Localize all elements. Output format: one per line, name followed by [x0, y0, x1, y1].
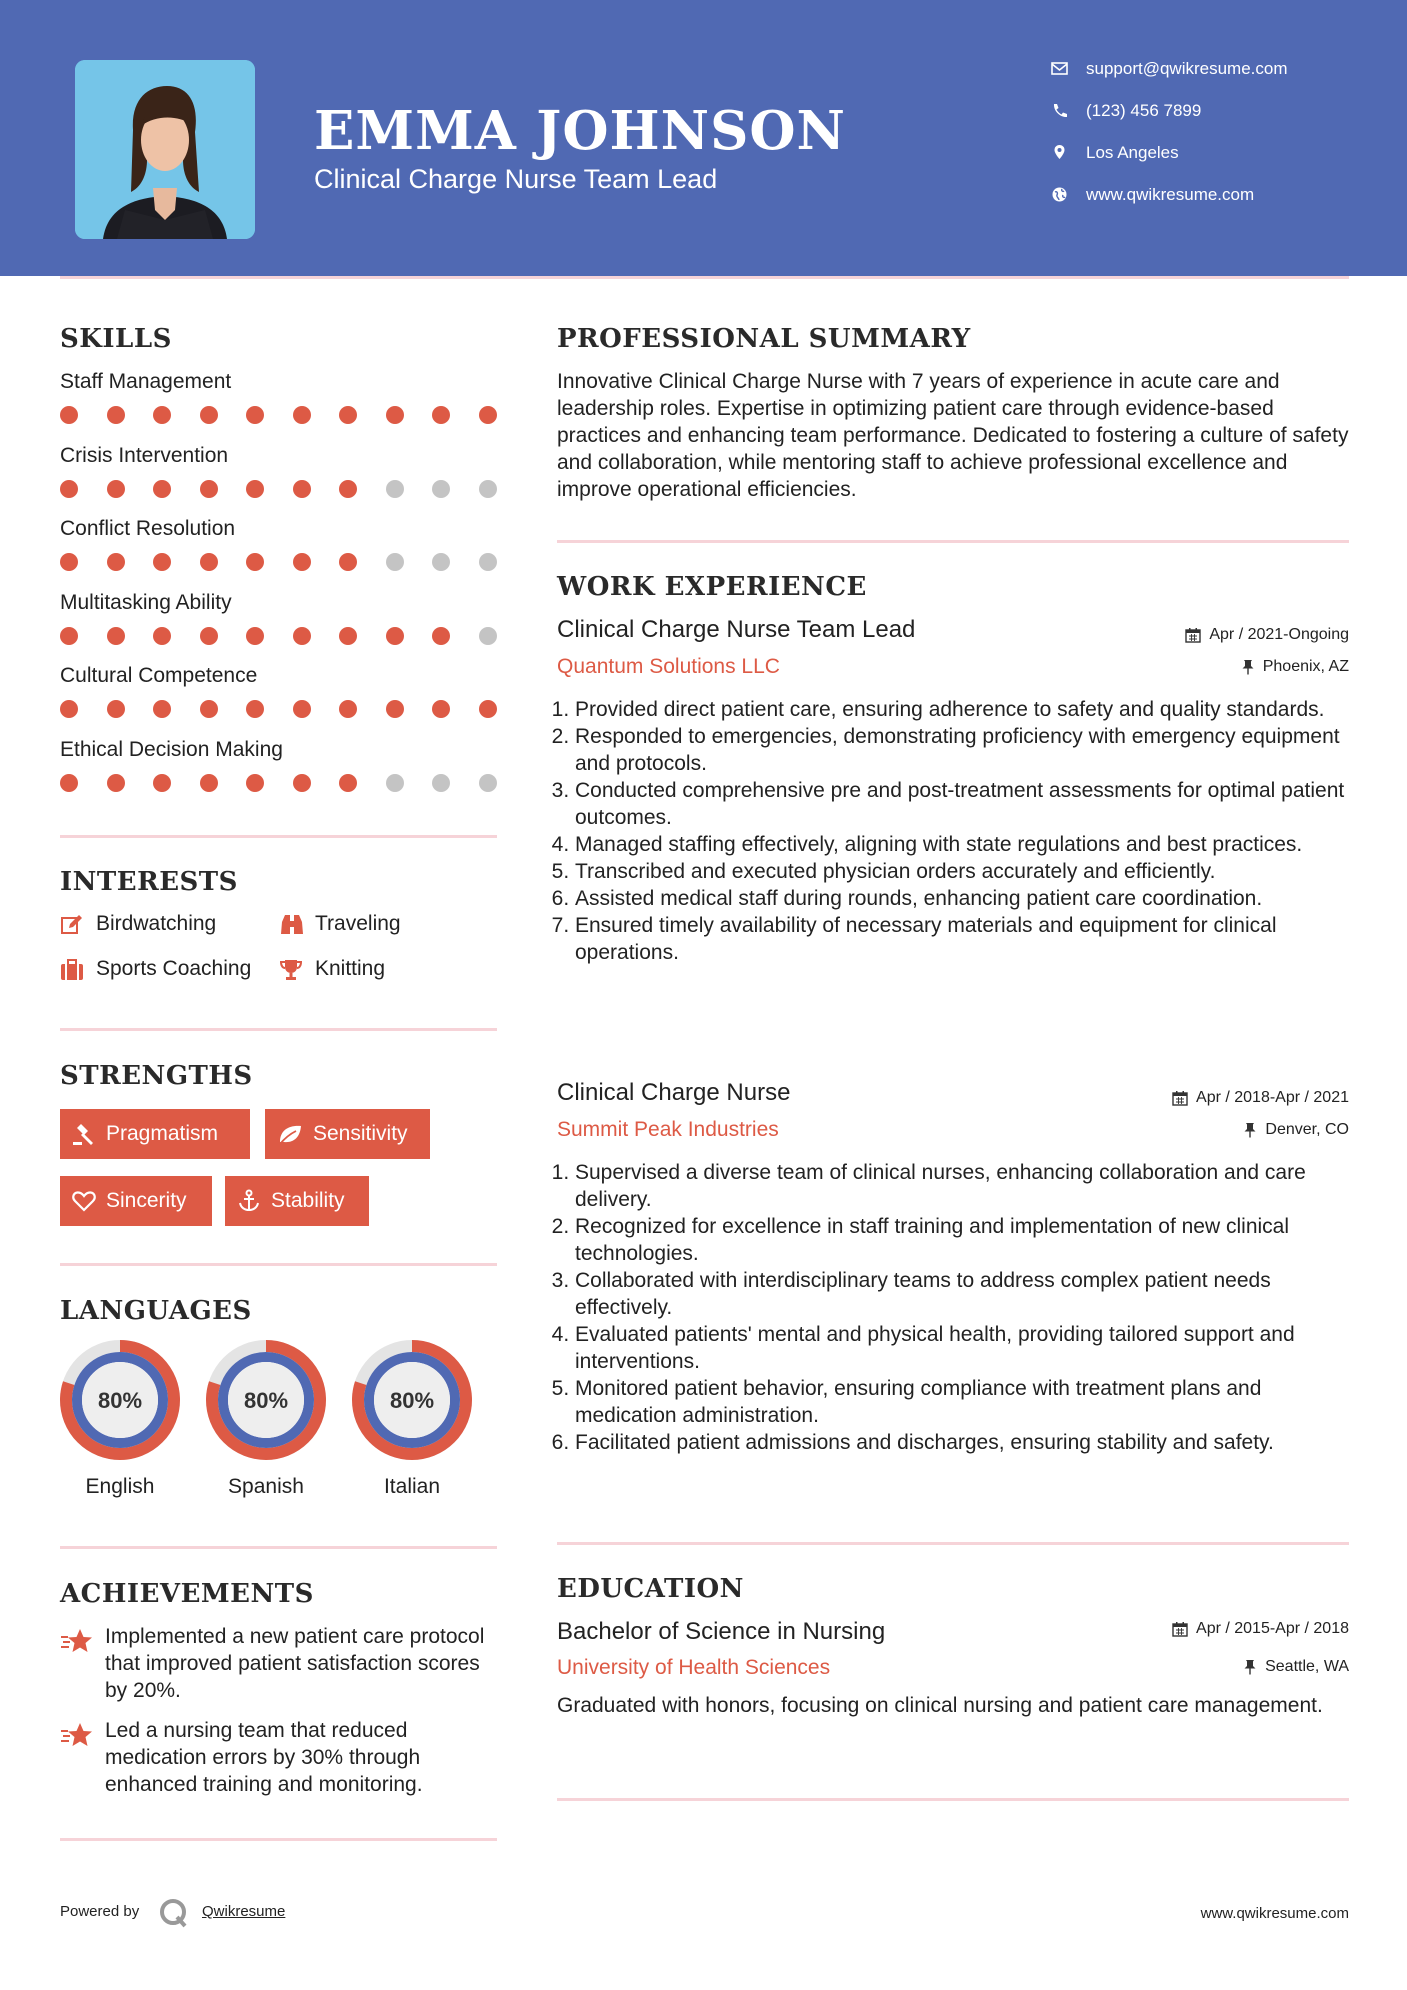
rating-dot-filled [107, 627, 125, 645]
rating-dot-filled [60, 480, 78, 498]
rating-dot-filled [339, 406, 357, 424]
rating-dot-empty [479, 627, 497, 645]
rating-dot-filled [479, 700, 497, 718]
pushpin-icon [1243, 1659, 1257, 1675]
skill-rating [60, 627, 500, 647]
language-percent: 80% [389, 1388, 435, 1413]
strengths-heading: STRENGTHS [60, 1061, 253, 1091]
language-donut [204, 1338, 328, 1462]
achievement-item [60, 1717, 500, 1807]
duty-item: 5. Monitored patient behavior, ensuring compliance with treatment plans and medication administration. [575, 1375, 1349, 1429]
interest-label: Birdwatching [96, 912, 217, 935]
achievement-item [60, 1623, 500, 1713]
languages-divider [60, 1546, 497, 1549]
rating-dot-empty [432, 480, 450, 498]
job-duties [557, 696, 1349, 966]
rating-dot-filled [479, 406, 497, 424]
experience-divider [557, 1542, 1349, 1545]
skill-name: Cultural Competence [60, 664, 258, 687]
phone-icon [1050, 101, 1070, 121]
language-name: English [85, 1475, 155, 1498]
rating-dot-empty [386, 480, 404, 498]
strength-label: Stability [271, 1189, 345, 1212]
rating-dot-filled [432, 406, 450, 424]
candidate-title: Clinical Charge Nurse Team Lead [314, 164, 718, 194]
education-location [1243, 1658, 1349, 1676]
language-percent: 80% [97, 1388, 143, 1413]
education-heading: EDUCATION [557, 1574, 744, 1604]
job-title: Clinical Charge Nurse [557, 1079, 791, 1106]
job-title: Clinical Charge Nurse Team Lead [557, 616, 916, 643]
rating-dot-filled [293, 774, 311, 792]
duty-item: 1. Provided direct patient care, ensuring adherence to safety and quality standards. [575, 696, 1349, 723]
rating-dot-empty [479, 553, 497, 571]
contact-location-text: Los Angeles [1086, 143, 1179, 162]
rating-dot-empty [432, 774, 450, 792]
rating-dot-filled [153, 480, 171, 498]
strength-label: Sensitivity [313, 1122, 408, 1145]
profile-photo [75, 60, 255, 239]
job-dates-text: Apr / 2018-Apr / 2021 [1196, 1089, 1349, 1106]
rating-dot-filled [339, 553, 357, 571]
duty-item: 2. Responded to emergencies, demonstrating proficiency with emergency equipment and protocols. [575, 723, 1349, 777]
school-name: University of Health Sciences [557, 1656, 831, 1679]
interests-heading: INTERESTS [60, 867, 238, 897]
rating-dot-filled [339, 774, 357, 792]
pencil-edit-icon [60, 913, 84, 937]
rating-dot-filled [432, 627, 450, 645]
pushpin-icon [1241, 659, 1255, 675]
calendar-icon [1185, 627, 1201, 643]
rating-dot-filled [339, 627, 357, 645]
rating-dot-filled [107, 700, 125, 718]
footer-website[interactable]: www.qwikresume.com [1200, 1905, 1349, 1922]
rating-dot-filled [153, 700, 171, 718]
job-location-text: Phoenix, AZ [1262, 658, 1349, 675]
language-name: Italian [383, 1475, 441, 1498]
header-divider [60, 276, 1349, 279]
language-ring [350, 1338, 474, 1462]
summary-text: Innovative Clinical Charge Nurse with 7 years of experience in acute care and leadership roles. Expertise in optimizing patient care through evidence-based practices and enhancing team performance. Dedicated to fostering a culture of safety and collaboration, while mentoring staff to achieve professional excellence and improve operational efficiencies. [557, 370, 1349, 501]
rating-dot-filled [60, 700, 78, 718]
rating-dot-filled [60, 406, 78, 424]
binoculars-icon [279, 913, 305, 937]
rating-dot-filled [246, 480, 264, 498]
duty-item: 4. Evaluated patients' mental and physical health, providing tailored support and interventions. [575, 1321, 1349, 1375]
rating-dot-filled [339, 480, 357, 498]
candidate-name: EMMA JOHNSON [314, 100, 846, 162]
rating-dot-filled [200, 480, 218, 498]
skill-rating [60, 553, 500, 573]
strength-badge [60, 1176, 212, 1226]
interest-label: Sports Coaching [96, 957, 252, 980]
heart-icon [72, 1190, 96, 1212]
rating-dot-filled [60, 553, 78, 571]
rating-dot-filled [200, 627, 218, 645]
rating-dot-empty [432, 553, 450, 571]
skill-name: Crisis Intervention [60, 443, 229, 467]
rating-dot-empty [479, 774, 497, 792]
contact-phone-text: (123) 456 7899 [1086, 101, 1202, 120]
job-duties [557, 1159, 1349, 1456]
duty-item: 6. Assisted medical staff during rounds, enhancing patient care coordination. [575, 885, 1349, 912]
rating-dot-filled [200, 774, 218, 792]
experience-heading: WORK EXPERIENCE [557, 572, 867, 602]
skills-heading: SKILLS [60, 324, 172, 354]
anchor-icon [237, 1189, 261, 1213]
globe-icon [1050, 185, 1070, 205]
rating-dot-filled [386, 700, 404, 718]
duty-item: 1. Supervised a diverse team of clinical nurses, enhancing collaboration and care delivery. [575, 1159, 1349, 1213]
rating-dot-filled [293, 553, 311, 571]
rating-dot-filled [107, 553, 125, 571]
duty-item: 3. Conducted comprehensive pre and post-treatment assessments for optimal patient outcomes. [575, 777, 1349, 831]
rating-dot-filled [386, 627, 404, 645]
strength-badge [60, 1109, 250, 1159]
rating-dot-filled [60, 627, 78, 645]
rating-dot-filled [107, 406, 125, 424]
rating-dot-empty [386, 553, 404, 571]
education-divider [557, 1798, 1349, 1801]
pushpin-icon [1243, 1122, 1257, 1138]
contact-email-text: support@qwikresume.com [1086, 59, 1288, 78]
achievement-text: Led a nursing team that reduced medication errors by 30% through enhanced training and monitoring. [105, 1719, 423, 1796]
powered-by-label: Powered by [60, 1903, 140, 1920]
language-donut [58, 1338, 182, 1462]
star-medal-icon [60, 1627, 94, 1655]
person-avatar-icon [75, 60, 255, 239]
briefcase-icon [60, 958, 84, 982]
rating-dot-empty [479, 480, 497, 498]
achievements-heading: ACHIEVEMENTS [60, 1579, 314, 1609]
duty-item: 6. Facilitated patient admissions and discharges, ensuring stability and safety. [575, 1429, 1349, 1456]
rating-dot-filled [153, 406, 171, 424]
skill-rating [60, 700, 500, 720]
rating-dot-filled [200, 406, 218, 424]
star-medal-icon [60, 1721, 94, 1749]
resume-header [0, 0, 1407, 276]
rating-dot-filled [293, 700, 311, 718]
job-dates [1185, 626, 1349, 644]
strengths-divider [60, 1263, 497, 1266]
location-pin-icon [1050, 143, 1070, 163]
rating-dot-filled [153, 627, 171, 645]
rating-dot-filled [107, 774, 125, 792]
interests-divider [60, 1028, 497, 1031]
skill-rating [60, 406, 500, 426]
interest-label: Traveling [315, 912, 401, 935]
qwikresume-link[interactable]: Qwikresume [202, 1903, 286, 1920]
job-location [1243, 1121, 1349, 1139]
duty-item: 2. Recognized for excellence in staff training and implementation of new clinical technologies. [575, 1213, 1349, 1267]
rating-dot-filled [432, 700, 450, 718]
rating-dot-filled [246, 774, 264, 792]
rating-dot-filled [246, 553, 264, 571]
skill-name: Multitasking Ability [60, 590, 232, 614]
achievements-divider [60, 1838, 497, 1841]
degree-title: Bachelor of Science in Nursing [557, 1618, 886, 1645]
job-location [1241, 658, 1349, 676]
rating-dot-filled [293, 406, 311, 424]
summary-heading: PROFESSIONAL SUMMARY [557, 324, 971, 354]
language-ring [204, 1338, 328, 1462]
rating-dot-filled [60, 774, 78, 792]
rating-dot-filled [293, 627, 311, 645]
rating-dot-filled [153, 774, 171, 792]
job-dates-text: Apr / 2021-Ongoing [1209, 626, 1349, 643]
skill-rating [60, 480, 500, 500]
rating-dot-filled [386, 406, 404, 424]
achievement-text: Implemented a new patient care protocol that improved patient satisfaction scores by 20%. [105, 1625, 485, 1702]
education-text: Graduated with honors, focusing on clinical nursing and patient care management. [557, 1694, 1323, 1717]
rating-dot-empty [386, 774, 404, 792]
education-dates [1172, 1620, 1349, 1638]
calendar-icon [1172, 1621, 1188, 1637]
skill-rating [60, 774, 500, 794]
rating-dot-filled [107, 480, 125, 498]
calendar-icon [1172, 1090, 1188, 1106]
language-ring [58, 1338, 182, 1462]
trophy-icon [279, 958, 303, 982]
duty-item: 3. Collaborated with interdisciplinary teams to address complex patient needs effectively. [575, 1267, 1349, 1321]
interest-label: Knitting [315, 957, 386, 980]
rating-dot-filled [200, 553, 218, 571]
education-location-text: Seattle, WA [1265, 1658, 1349, 1675]
rating-dot-filled [339, 700, 357, 718]
strength-badge [225, 1176, 369, 1226]
contact-website-text: www.qwikresume.com [1086, 185, 1255, 204]
rating-dot-filled [293, 480, 311, 498]
rating-dot-filled [246, 627, 264, 645]
duty-item: 4. Managed staffing effectively, aligning with state regulations and best practices. [575, 831, 1349, 858]
qwikresume-logo-icon [158, 1898, 190, 1928]
skill-name: Ethical Decision Making [60, 737, 283, 761]
job-location-text: Denver, CO [1265, 1121, 1349, 1138]
company-name: Quantum Solutions LLC [557, 655, 780, 678]
skill-name: Conflict Resolution [60, 517, 236, 540]
envelope-icon [1050, 59, 1070, 79]
language-name: Spanish [228, 1475, 304, 1498]
rating-dot-filled [246, 406, 264, 424]
gavel-icon [72, 1122, 96, 1146]
job-dates [1172, 1089, 1349, 1107]
language-percent: 80% [243, 1388, 289, 1413]
rating-dot-filled [246, 700, 264, 718]
skill-name: Staff Management [60, 370, 232, 393]
company-name: Summit Peak Industries [557, 1118, 779, 1141]
rating-dot-filled [200, 700, 218, 718]
strength-label: Pragmatism [106, 1122, 219, 1145]
language-donut [350, 1338, 474, 1462]
leaf-icon [277, 1122, 303, 1146]
rating-dot-filled [153, 553, 171, 571]
languages-heading: LANGUAGES [60, 1296, 252, 1326]
strength-badge [265, 1109, 430, 1159]
education-dates-text: Apr / 2015-Apr / 2018 [1196, 1620, 1349, 1637]
summary-divider [557, 540, 1349, 543]
strength-label: Sincerity [106, 1189, 187, 1212]
duty-item: 5. Transcribed and executed physician orders accurately and efficiently. [575, 858, 1349, 885]
skills-divider [60, 835, 497, 838]
duty-item: 7. Ensured timely availability of necessary materials and equipment for clinical operations. [575, 912, 1349, 966]
